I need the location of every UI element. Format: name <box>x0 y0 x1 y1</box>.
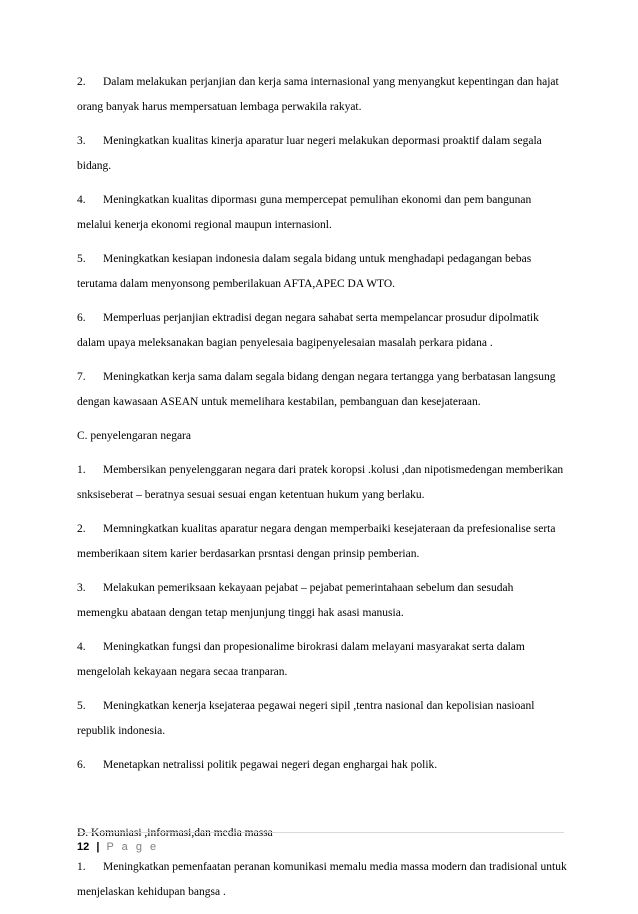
list-item <box>77 855 567 905</box>
item-text: Meningkatkan fungsi dan propesionalime birokrasi dalam melayani masyarakat serta dalam mengelolah kekayaan negara secaa tranparan. <box>77 641 525 678</box>
list-item <box>77 306 567 356</box>
item-number: 2. <box>77 76 86 88</box>
item-text: Dalam melakukan perjanjian dan kerja sama internasional yang menyangkut kepentingan dan hajat orang banyak harus mempersatuan lembaga perwakila rakyat. <box>77 76 559 113</box>
list-item <box>77 635 567 685</box>
item-text: Meningkatkan kualitas diporması guna mempercepat pemulihan ekonomi dan pem bangunan melalui kenerja ekonomi regional maupun internasionl. <box>77 194 532 231</box>
item-text: Melakukan pemeriksaan kekayaan pejabat – pejabat pemerintahaan sebelum dan sesudah memengku abataan dengan tetap menjunjung tinggi hak asasi manusia. <box>77 582 514 619</box>
list-item <box>77 365 567 415</box>
item-number: 6. <box>77 759 86 771</box>
list-b-continued <box>77 70 567 415</box>
item-text: Meningkatkan kenerja ksejateraa pegawai negeri sipil ,tentra nasional dan kepolisian nasioanl republik indonesia. <box>77 700 535 737</box>
list-item <box>77 753 567 778</box>
item-text: Meningkatkan kerja sama dalam segala bidang dengan negara tertangga yang berbatasan langsung dengan kawasaan ASEAN untuk memelihara kestabilan, pembanguan dan kesejateraan. <box>77 371 556 408</box>
item-number: 6. <box>77 312 86 324</box>
item-number: 3. <box>77 582 86 594</box>
item-number: 5. <box>77 700 86 712</box>
list-item <box>77 694 567 744</box>
footer-separator: | <box>96 841 100 853</box>
list-item <box>77 458 567 508</box>
page-footer <box>77 832 564 853</box>
item-number: 3. <box>77 135 86 147</box>
list-item <box>77 188 567 238</box>
list-item <box>77 576 567 626</box>
item-text: Memningkatkan kualitas aparatur negara dengan memperbaiki kesejateraan da prefesionalise serta memberikaan sitem karier berdasarkan prsntasi dengan prinsip pemberian. <box>77 523 556 560</box>
list-c <box>77 458 567 778</box>
item-number: 4. <box>77 194 86 206</box>
item-number: 1. <box>77 464 86 476</box>
item-text: Membersikan penyelenggaran negara dari pratek koropsi .kolusi ,dan nipotismedengan memberikan snksiseberat – beratnya sesuai sesuai engan ketentuan hukum yang berlaku. <box>77 464 564 501</box>
list-item <box>77 70 567 120</box>
item-number: 5. <box>77 253 86 265</box>
item-number: 4. <box>77 641 86 653</box>
page-number: 12 <box>77 841 90 853</box>
section-gap <box>77 787 567 821</box>
item-text: Meningkatkan kualitas kinerja aparatur luar negeri melakukan depormasi proaktif dalam segala bidang. <box>77 135 542 172</box>
list-item <box>77 247 567 297</box>
list-d <box>77 855 567 905</box>
item-text: Meningkatkan kesiapan indonesia dalam segala bidang untuk menghadapi pedagangan bebas terutama dalam menyonsong pemberilakuan AFTA,APEC DA WTO. <box>77 253 532 290</box>
item-number: 7. <box>77 371 86 383</box>
page-label: P a g e <box>106 841 159 853</box>
item-number: 2. <box>77 523 86 535</box>
item-text: Memperluas perjanjian ektradisi degan negara sahabat serta mempelancar prosudur dipolmatik dalam upaya meleksanakan bagian penyelesaia bagipenyelesaian masalah perkara pidana . <box>77 312 539 349</box>
section-c-heading: C. penyelengaran negara <box>77 430 191 442</box>
item-text: Meningkatkan pemenfaatan peranan komunikasi memalu media massa modern dan tradisional untuk menjelaskan kehidupan bangsa . <box>77 861 567 898</box>
list-item <box>77 129 567 179</box>
item-text: Menetapkan netralissi politik pegawai negeri degan enghargai hak polik. <box>103 759 438 771</box>
section-d-heading: D. Komuniasi ,informasi,dan media massa <box>77 827 273 839</box>
document-body <box>77 70 567 914</box>
item-number: 1. <box>77 861 86 873</box>
list-item <box>77 517 567 567</box>
